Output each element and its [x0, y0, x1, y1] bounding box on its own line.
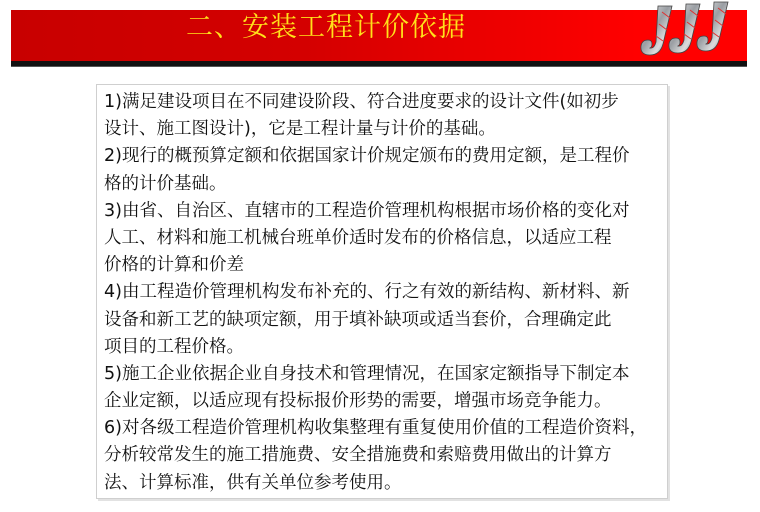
list-item-line: 3)由省、自治区、直辖市的工程造价管理机构根据市场价格的变化对 [104, 200, 630, 221]
list-item-line: 企业定额，以适应现有投标报价形势的需要，增强市场竞争能力。 [104, 391, 612, 412]
list-item-1 [104, 89, 674, 143]
list-item-line: 价格的计算和价差 [104, 255, 244, 276]
list-item-4 [104, 279, 674, 361]
list-item-line: 分析较常发生的施工措施费、安全措施费和索赔费用做出的计算方 [104, 445, 612, 466]
banner-underline [11, 61, 747, 67]
list-item-line: 2)现行的概预算定额和依据国家计价规定颁布的费用定额，是工程价 [104, 146, 630, 167]
list-item-line: 设备和新工艺的缺项定额，用于填补缺项或适当套价，合理确定此 [104, 309, 612, 330]
list-item-line: 4)由工程造价管理机构发布补充的、行之有效的新结构、新材料、新 [104, 282, 630, 303]
list-item-2 [104, 143, 674, 197]
list-item-line: 项目的工程价格。 [104, 336, 244, 357]
list-item-line: 6)对各级工程造价管理机构收集整理有重复使用价值的工程造价资料， [104, 418, 647, 439]
list-item-line: 设计、施工图设计)，它是工程计量与计价的基础。 [104, 119, 496, 140]
list-item-6 [104, 415, 674, 497]
basis-list [104, 89, 674, 497]
list-item-line: 5)施工企业依据企业自身技术和管理情况，在国家定额指导下制定本 [104, 363, 630, 384]
list-item-line: 1)满足建设项目在不同建设阶段、符合进度要求的设计文件(如初步 [104, 92, 619, 112]
list-item-line: 人工、材料和施工机械台班单价适时发布的价格信息，以适应工程 [104, 227, 612, 248]
page-title: 二、安装工程计价依据 [186, 12, 466, 43]
list-item-3 [104, 198, 674, 280]
jjj-logo-icon [628, 0, 748, 60]
list-item-5 [104, 361, 674, 415]
list-item-line: 格的计价基础。 [104, 173, 227, 194]
list-item-line: 法、计算标准，供有关单位参考使用。 [104, 472, 402, 493]
